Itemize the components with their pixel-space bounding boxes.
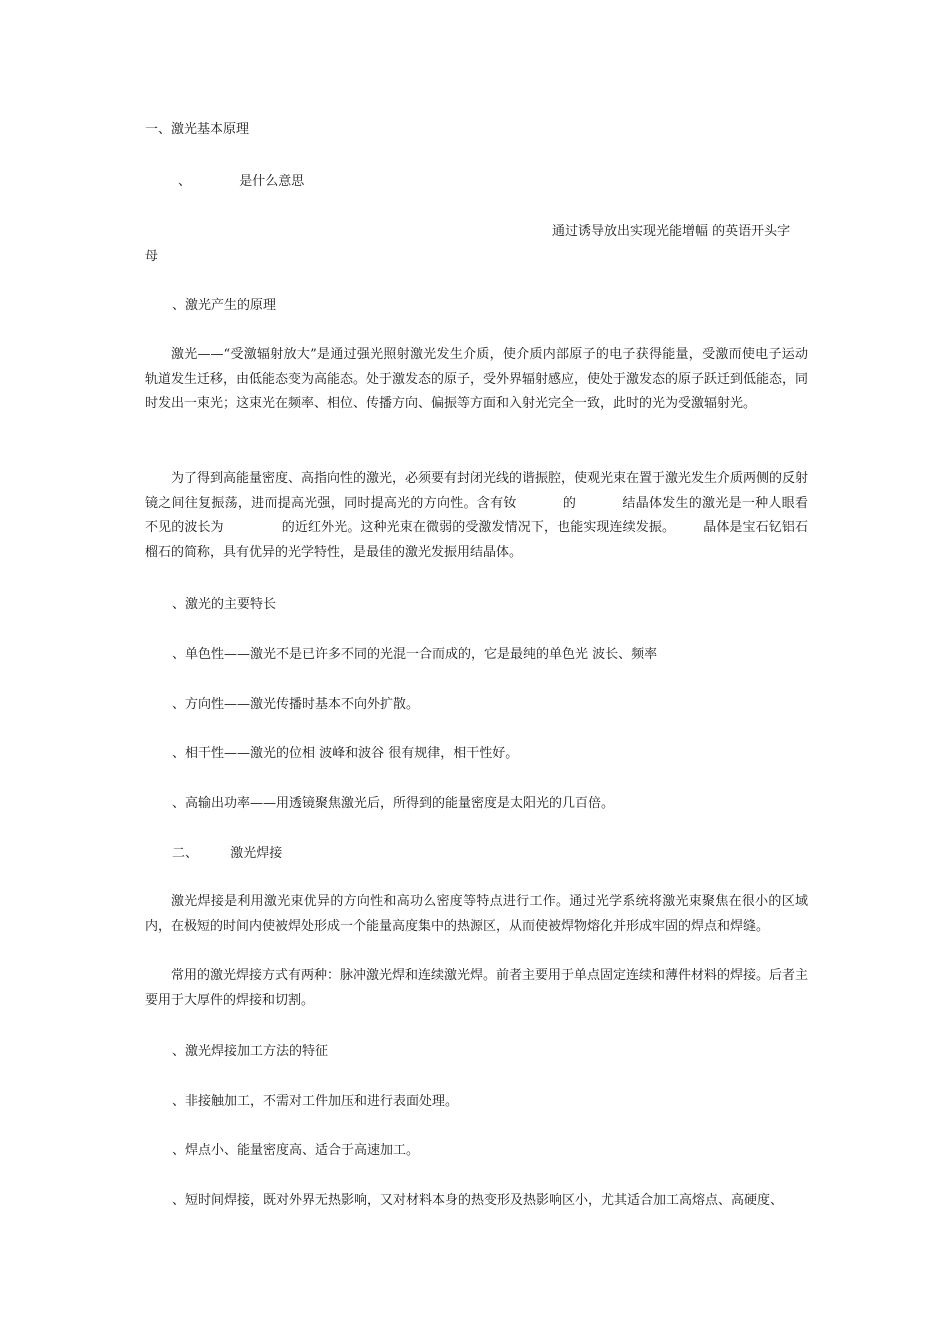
welding-feature-short-time: 、短时间焊接，既对外界无热影响，又对材料本身的热变形及热影响区小，尤其适合加工高熔点、高硬度、: [172, 1193, 784, 1208]
welding-feature-noncontact: 、非接触加工，不需对工件加压和进行表面处理。: [172, 1094, 459, 1109]
resonator-text-e: 晶体是宝石钇铝石榴石的简称，具有优异的光学特性，是最佳的激光发振用结晶体。: [145, 520, 808, 560]
section-heading-2: [172, 845, 842, 863]
answer-line-2: 母: [145, 249, 159, 264]
feature-high-power: 、高输出功率——用透镜聚焦激光后，所得到的能量密度是太阳光的几百倍。: [172, 796, 615, 811]
resonator-text-a: 为了得到高能量密度、高指向性的激光，必须要有封闭光线的谐振腔，使观光束在置于激光发生介质两侧的反射镜之间往复振荡，进而提高光强，同时提高光的方向性。含有钕: [145, 471, 809, 511]
paragraph-welding-intro: 激光焊接是利用激光束优异的方向性和高功么密度等特点进行工作。通过光学系统将激光束聚焦在很小的区域内，在极短的时间内使被焊处形成一个能量高度集中的热源区，从而使被焊物熔化并形成牢固的焊点和焊缝。: [145, 894, 808, 934]
paragraph-resonator: [145, 467, 808, 565]
question-heading: [178, 173, 848, 191]
resonator-text-d: 的近红外光。这种光束在微弱的受激发情况下，也能实现连续发振。: [281, 520, 676, 535]
question-text: 是什么意思: [239, 174, 305, 189]
subheading-welding-features: 、激光焊接加工方法的特征: [172, 1044, 329, 1059]
resonator-text-b: 的: [562, 495, 577, 511]
question-prefix: 、: [178, 174, 192, 189]
paragraph-welding-modes: 常用的激光焊接方式有两种：脉冲激光焊和连续激光焊。前者主要用于单点固定连续和薄件材料的焊接。后者主要用于大厚件的焊接和切割。: [145, 968, 809, 1008]
answer-line-1: 通过诱导放出实现光能增幅 的英语开头字: [552, 224, 791, 239]
section-heading-1: 一、激光基本原理: [145, 122, 250, 137]
feature-directionality: 、方向性——激光传播时基本不向外扩散。: [172, 697, 420, 712]
paragraph-principle: 激光——“受激辐射放大”是通过强光照射激光发生介质，使介质内部原子的电子获得能量，受激而使电子运动轨道发生迁移，由低能态变为高能态。处于激发态的原子，受外界辐射感应，使处于激发态的原子跃迁到低能态，同时发出一束光；这束光在频率、相位、传播方向、偏振等方面和入射光完全一致，此时的光为受激辐射光。: [145, 347, 809, 411]
section-2-title: 激光焊接: [230, 846, 283, 861]
subheading-features: 、激光的主要特长: [172, 597, 277, 612]
subheading-principle: 、激光产生的原理: [172, 298, 277, 313]
feature-monochromatic: 、单色性——激光不是已许多不同的光混一合而成的，它是最纯的单色光 波长、频率: [172, 647, 658, 662]
resonator-text-c: 结晶体发生的激光是一种人眼看不见的波长为: [145, 495, 808, 535]
section-2-number: 二、: [172, 846, 199, 861]
welding-feature-small-spot: 、焊点小、能量密度高、适合于高速加工。: [172, 1143, 420, 1158]
feature-coherence: 、相干性——激光的位相 波峰和波谷 很有规律，相干性好。: [172, 746, 519, 761]
